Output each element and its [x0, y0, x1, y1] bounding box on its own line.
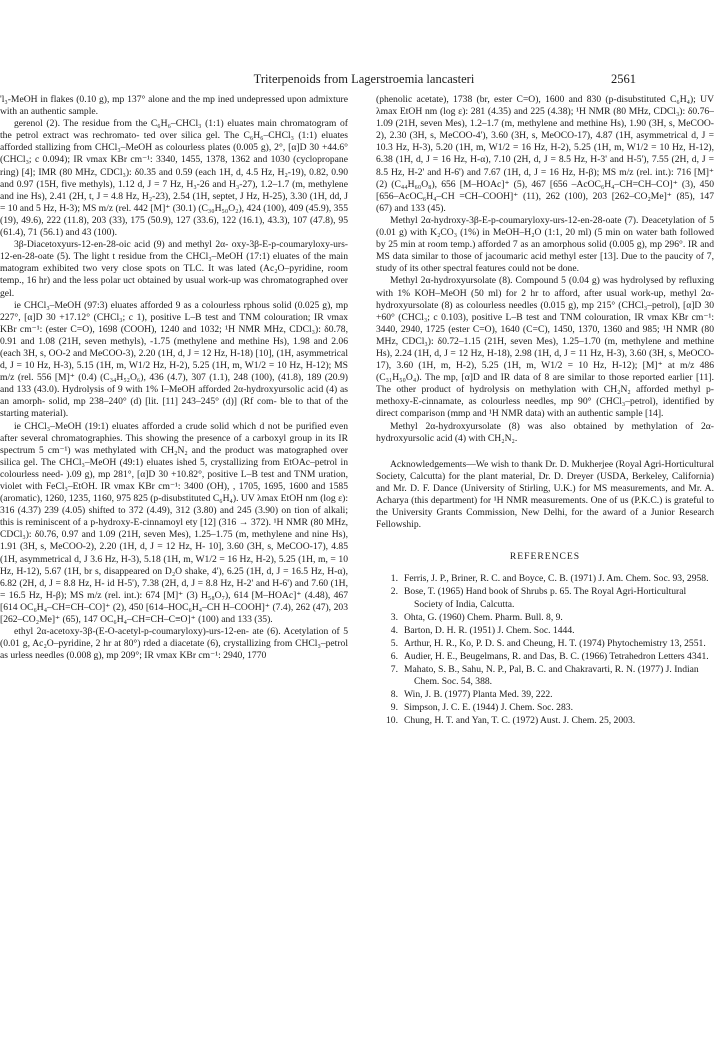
page-number: 2561: [611, 72, 636, 86]
reference-text: Chung, H. T. and Yan, T. C. (1972) Aust. J. Chem. 25, 2003.: [404, 715, 636, 727]
reference-text: Simpson, J. C. E. (1944) J. Chem. Soc. 283.: [404, 702, 573, 714]
reference-item: [376, 612, 714, 624]
reference-list: [376, 573, 714, 727]
reference-item: [376, 702, 714, 714]
reference-item: [376, 573, 714, 585]
references-heading: REFERENCES: [509, 551, 581, 563]
reference-number: 8.: [390, 689, 398, 701]
reference-item: [376, 625, 714, 637]
reference-text: Ohta, G. (1960) Chem. Pharm. Bull. 8, 9.: [404, 611, 563, 623]
reference-item: [376, 638, 714, 650]
reference-number: 6.: [390, 650, 398, 662]
left-column: [0, 94, 348, 934]
paragraph: 3β-Diacetoxyurs-12-en-28-oic acid (9) and methyl 2α- oxy-3β-E-p-coumaryloxy-urs-12-en-28-oate (5). The light t residue from the CHCl₃–MeOH (17:1) eluates of the main matogram exhibited two very close spots on TLC. It was lated (Ac₂O–pyridine, room temp., 16 hr) and the less polar uct obtained by usual work-up was chromatographed over gel.: [0, 239, 348, 299]
paragraph: 'l₃-MeOH in flakes (0.10 g), mp 137° alone and the mp ined undepressed upon admixture with an authentic sample.: [0, 94, 348, 118]
reference-item: [376, 664, 714, 688]
reference-number: 9.: [390, 702, 398, 714]
paragraph: ethyl 2α-acetoxy-3β-(E-O-acetyl-p-coumaryloxy)-urs-12-en- ate (6). Acetylation of 5 (0.01 g, Ac₂O–pyridine, 2 hr at 80°) rded a diacetate (6), crystallizing from CHCl₃–petrol as urless needles (0.008 g), mp 209°; IR νmax KBr cm⁻¹: 2940, 1770: [0, 626, 348, 662]
paragraph: Methyl 2α-hydroxyursolate (8). Compound 5 (0.04 g) was hydrolysed by refluxing with 1% KOH–MeOH (50 ml) for 2 hr to afford, after usual work-up, methyl 2α-hydroxyursolate (8) as colourless needles (0.015 g), mp 215° (CHCl₃–petrol), [α]D 30 +60° (CHCl₃; c 0.103), positive L–B test and TNM colouration, IR νmax KBr cm⁻¹: 3440, 2940, 1725 (ester C=O), 1640 (C=C), 1450, 1370, 1360 and 985; ¹H NMR (80 MHz, CDCl₃): δ0.72–1.15 (21H, seven Mes), 1.25–1.70 (m, methylene and methine Hs), 2.24 (1H, d, J = 12 Hz, H-18), 2.98 (1H, d, J = 11 Hz, H-3), 3.60 (3H, s, MeOCO-17), 3.60 (1H, m, H-2), 5.25 (1H, m, W1/2 = 10 Hz, H-12); [M]⁺ at m/z 486 (C₃₁H₅₀O₄). The mp, [α]D and IR data of 8 are similar to those reported earlier [11]. The other product of hydrolysis on methylation with CH₂N₂ afforded methyl p-methoxy-E-cinnamate, as colourless needles, mp 90° (CHCl₃–petrol), identified by direct comparison (mmp and ¹H NMR data) with an authentic sample [14].: [376, 275, 714, 420]
paragraph: (phenolic acetate), 1738 (br, ester C=O), 1600 and 830 (p-disubstituted C₆H₄); UV λmax EtOH nm (log ε): 281 (4.35) and 225 (4.38); ¹H NMR (80 MHz, CDCl₃): δ0.76–1.09 (21H, seven Mes), 1.2–1.7 (m, methylene and methine Hs), 1.90 (3H, s, MeCOO-2), 2.30 (3H, s, MeCOO-4'), 3.60 (3H, s, MeOCO-17), 4.87 (1H, asymmetrical d, J = 10.3 Hz, H-3), 5.20 (1H, m, W1/2 = 16 Hz, H-2), 5.25 (1H, m, W1/2 = 10 Hz, H-12), 6.38 (1H, d, J = 16 Hz, H-α), 7.10 (2H, d, J = 8.5 Hz, H-3' and H-5'), 7.55 (2H, d, J = 8.5 Hz, H-2' and H-6') and 7.67 (1H, d, J = 16 Hz, H-β); MS m/z (rel. int.): 716 [M]⁺ (2) (C₄₄H₆₀O₈), 656 [M–HOAc]⁺ (5), 467 [656 –AcOC₆H₄–CH=CH–CO]⁺ (3), 450 [656–AcOC₆H₄–CH =CH–COOH]⁺ (11), 262 (100), 203 [262–CO₂Me]⁺ (85), 147 (67) and 133 (45).: [376, 94, 714, 214]
reference-text: Ferris, J. P., Briner, R. C. and Boyce, C. B. (1971) J. Am. Chem. Soc. 93, 2958.: [404, 573, 709, 585]
paragraph: Methyl 2α-hydroxy-3β-E-p-coumaryloxy-urs-12-en-28-oate (7). Deacetylation of 5 (0.01 g) with K₂CO₃ (1%) in MeOH–H₂O (1:1, 20 ml) (5 min on water bath followed by 25 min at room temp.) afforded 7 as an amorphous solid (0.005 g), mp 296°. IR and MS data similar to those of jacoumaric acid methyl ester [13]. Due to the paucity of 7, study of its other spectral features could not be done.: [376, 214, 714, 275]
reference-item: [376, 689, 714, 701]
reference-item: [376, 651, 714, 663]
acknowledgements: Acknowledgements—We wish to thank Dr. D. Mukherjee (Royal Agri-Horticultural Society, Calcutta) for the plant material, Dr. D. Dreyer (USDA, Berkeley, California) and Mr. D. F. Dance (University of Stirling, U.K.) for MS measurements, and Mr. A. Acharya (this department) for ¹H NMR measurements. One of us (P.K.C.) is grateful to the University Grants Commission, New Delhi, for the award of a Junior Research Fellowship.: [376, 458, 714, 531]
running-title: Triterpenoids from Lagerstroemia lancasteri: [253, 72, 475, 86]
reference-number: 2.: [390, 586, 398, 598]
paragraph: ie CHCl₃–MeOH (19:1) eluates afforded a crude solid which d not be purified even after several chromatographies. This showing the presence of a carboxyl group in its IR spectrum 5 cm⁻¹) was methylated with CH₂N₂ and the product was matographed over silica gel. The CHCl₃–MeOH (49:1) eluates ished 5, crystallizing from EtOAc–petrol in colourless need- ).09 g), mp 281°, [α]D 30 +10.82°, positive L–B test and TNM uration, violet with FeCl₃–EtOH. IR νmax KBr cm⁻¹: 3400 (OH), , 1705, 1695, 1600 and 1585 (aromatic), 1260, 1235, 1160, 975 825 (p-disubstituted C₆H₄). UV λmax EtOH nm (log ε): 316 (4.37) 239 (4.05) shifted to 372 (4.49), 312 (3.80) and 245 (3.90) on tion of alkali; this is reminiscent of a p-hydroxy-E-cinnamoyl ety [12] (316 → 372). ¹H NMR (80 MHz, CDCl₃): δ0.76, 0.97 and 1.09 (21H, seven Mes), 1.25–1.75 (m, methylene and nine Hs), 1.91 (3H, s, MeCOO-2), 2.20 (1H, d, J = 12 Hz, H- 10], 3.60 (3H, s, MeCOO-17), 4.85 (1H, asymmetrical d, J 3.6 Hz, H-3), 5.18 (1H, m, W1/2 = 16 Hz, H-2), 5.25 (1H, m, = 10 Hz, H-12), 5.67 (1H, br s, disappeared on D₂O shake, 4'), 6.25 (1H, d, J = 16.5 Hz, H-α), 6.82 (2H, d, J = 8.8 Hz, H- id H-5'), 7.38 (2H, d, J = 8.8 Hz, H-2' and H-6') and 7.60 (1H, = 16.5 Hz, H-β); MS m/z (rel. int.): 674 [M]⁺ (3) H₅₈O₇), 614 [M–HOAc]⁺ (4.48), 467 [614 OC₆H₄–CH=CH–CO]⁺ (2), 450 [614–HOC₆H₄–CH H–COOH]⁺ (7.4), 262 (47), 203 [262–CO₂Me]⁺ (65), 147 OC₆H₄–CH=CH–C≡O]⁺ (100) and 133 (35).: [0, 420, 348, 626]
reference-number: 4.: [390, 624, 398, 636]
reference-text: Audier, H. E., Beugelmans, R. and Das, B. C. (1966) Tetrahedron Letters 4341.: [404, 650, 709, 662]
reference-number: 5.: [390, 637, 398, 649]
running-header: [0, 72, 728, 90]
paragraph: ie CHCl₃–MeOH (97:3) eluates afforded 9 as a colourless rphous solid (0.025 g), mp 227°, [α]D 30 +17.12° (CHCl₃; c 1), positive L–B test and TNM colouration; IR νmax KBr cm⁻¹: (ester C=O), 1698 (COOH), 1240 and 1032; ¹H NMR MHz, CDCl₃): δ0.78, 0.91 and 1.08 (21H, seven methyls), -1.75 (methylene and methine Hs), 1.98 and 2.06 (each 3H, s, OO-2 and MeCOO-3), 2.20 (1H, d, J = 12 Hz, H-18) [10], (1H, asymmetrical d, J = 10 Hz, H-3), 5.15 (1H, m, W1/2 Hz, H-2), 5.25 (1H, m, W1/2 = 10 Hz, H-12); MS m/z (rel. 556 [M]⁺ (0.4) (C₃₄H₅₂O₆), 436 (4.7), 307 (1.1), 248 (100), (41.8), 189 (20.9) and 133 (43.0). Hydrolysis of 9 with 1% I–MeOH afforded 2α-hydroxyursolic acid (4) as an amorph- solid, mp 238–240° (d) [lit. [11] 243–245° (d)] (Rf com- ble to that of the starting material).: [0, 299, 348, 420]
reference-text: Bose, T. (1965) Hand book of Shrubs p. 65. The Royal Agri-Horticultural Society of India, Calcutta.: [404, 586, 687, 610]
reference-number: 3.: [390, 611, 398, 623]
reference-text: Arthur, H. R., Ko, P. D. S. and Cheung, H. T. (1974) Phytochemistry 13, 2551.: [404, 637, 706, 649]
paragraph: gerenol (2). The residue from the C₆H₆–CHCl₃ (1:1) eluates main chromatogram of the petrol extract was rechromato- ted over silica gel. The C₆H₆–CHCl₃ (1:1) eluates afforded stallizing from CHCl₃–MeOH as colourless plates (0.005 g), 2°, [α]D 30 +44.6° (CHCl₃; c 0.094); IR νmax KBr cm⁻¹: 3340, 1455, 1378, 1362 and 1030 (cyclopropane ring) [4]; IMR (80 MHz, CDCl₃): δ0.35 and 0.59 (each 1H, d, 4.5 Hz, H₂-19), 0.82, 0.90 and 0.97 (15H, five methyls), 1.12 d, J = 7 Hz, H₃-26 and H₃-27), 1.2–1.7 (m, methylene and ine Hs), 2.41 (2H, t, J = 4.8 Hz, H₂-23), 2.54 (1H, septet, J Hz, H-25), 3.30 (1H, dd, J = 10 and 5 Hz, H-3); MS m/z (rel. 442 [M]⁺ (30.1) (C₃₀H₅₀O₂), 424 (100), 409 (45.9), 355 (19), 49.6), 222 (11.8), 203 (33), 175 (50.9), 127 (33.6), 122 (16.1), 43.3), 107 (47.8), 95 (61.4), 71 (56.1) and 43 (100).: [0, 118, 348, 239]
reference-number: 7.: [390, 664, 398, 676]
reference-number: 1.: [390, 573, 398, 585]
reference-item: [376, 586, 714, 610]
right-column: [376, 94, 714, 994]
reference-item: [376, 715, 714, 727]
reference-text: Mahato, S. B., Sahu, N. P., Pal, B. C. and Chakravarti, R. N. (1977) J. Indian Chem. Soc. 54, 388.: [404, 664, 699, 688]
reference-number: 10.: [386, 715, 398, 727]
reference-text: Barton, D. H. R. (1951) J. Chem. Soc. 1444.: [404, 624, 575, 636]
paragraph: Methyl 2α-hydroxyursolate (8) was also obtained by methylation of 2α-hydroxyursolic acid (4) with CH₂N₂.: [376, 420, 714, 444]
reference-text: Win, J. B. (1977) Planta Med. 39, 222.: [404, 689, 553, 701]
